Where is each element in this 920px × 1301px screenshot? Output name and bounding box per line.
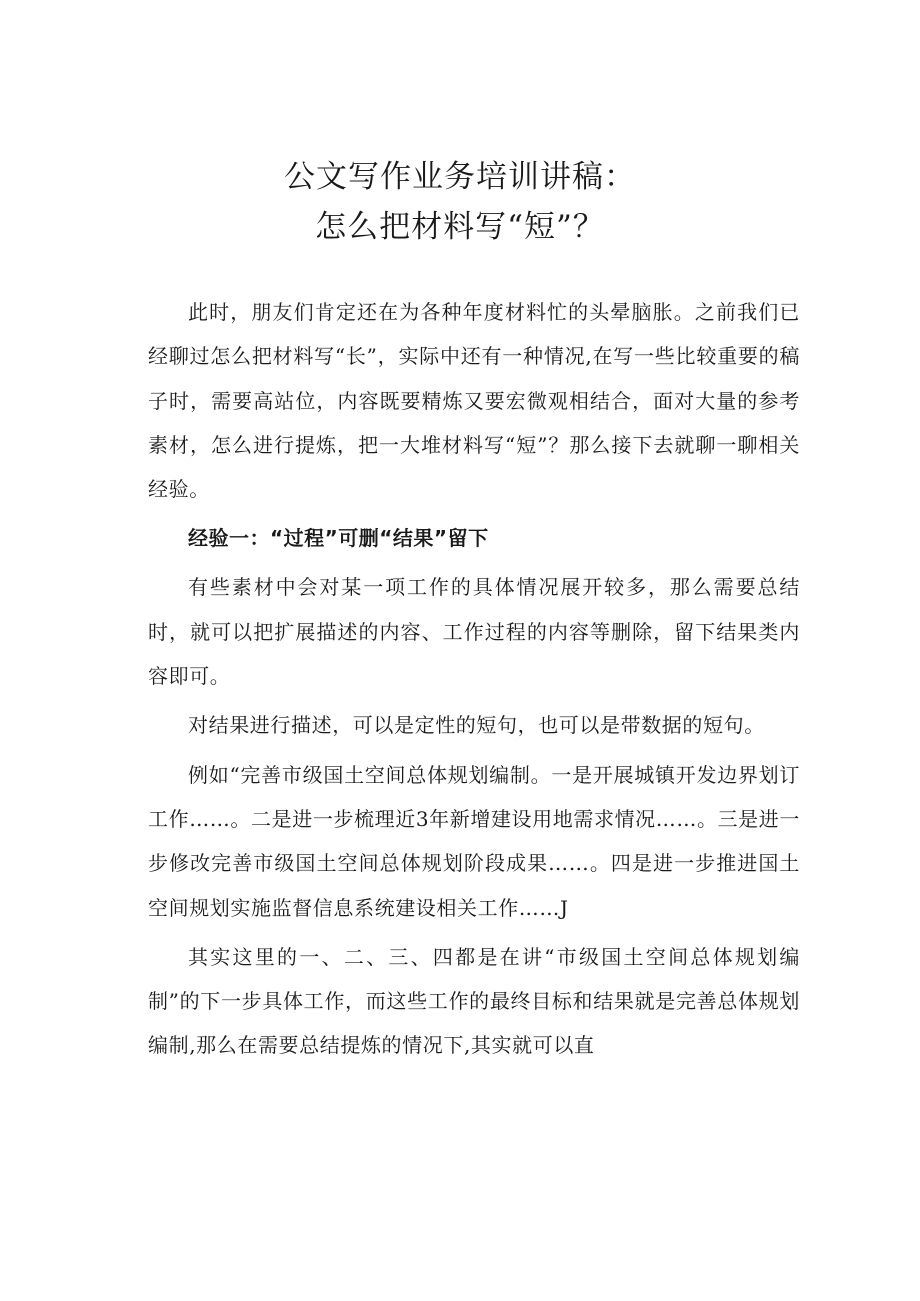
body-paragraph: 对结果进行描述，可以是定性的短句，也可以是带数据的短句。 — [188, 713, 765, 738]
document-title — [0, 152, 920, 252]
example-paragraph: 例如“完善市级国土空间总体规划编制。一是开展城镇开发边界划订工作……。二是进一步梳理近3年新增建设用地需求情况……。三是进一步修改完善市级国土空间总体规划阶段成果……。四是进一步推进国土空间规划实施监督信息系统建设相关工作……J — [148, 762, 800, 920]
title-line-1: 公文写作业务培训讲稿： — [284, 159, 636, 195]
document-body — [148, 290, 800, 1073]
body-paragraph: 有些素材中会对某一项工作的具体情况展开较多，那么需要总结时，就可以把扩展描述的内容、工作过程的内容等删除，留下结果类内容即可。 — [148, 575, 800, 689]
body-paragraph: 其实这里的一、二、三、四都是在讲“市级国土空间总体规划编制”的下一步具体工作，而这些工作的最终目标和结果就是完善总体规划编制,那么在需要总结提炼的情况下,其实就可以直 — [148, 944, 800, 1058]
title-line-2: 怎么把材料写“短”？ — [315, 209, 605, 245]
section-heading: 经验一：“过程”可删“结果”留下 — [188, 526, 489, 551]
intro-paragraph: 此时，朋友们肯定还在为各种年度材料忙的头晕脑胀。之前我们已经聊过怎么把材料写“长”，实际中还有一种情况,在写一些比较重要的稿子时，需要高站位，内容既要精炼又要宏微观相结合，面对大量的参考素材，怎么进行提炼，把一大堆材料写“短”？那么接下去就聊一聊相关经验。 — [148, 300, 800, 502]
